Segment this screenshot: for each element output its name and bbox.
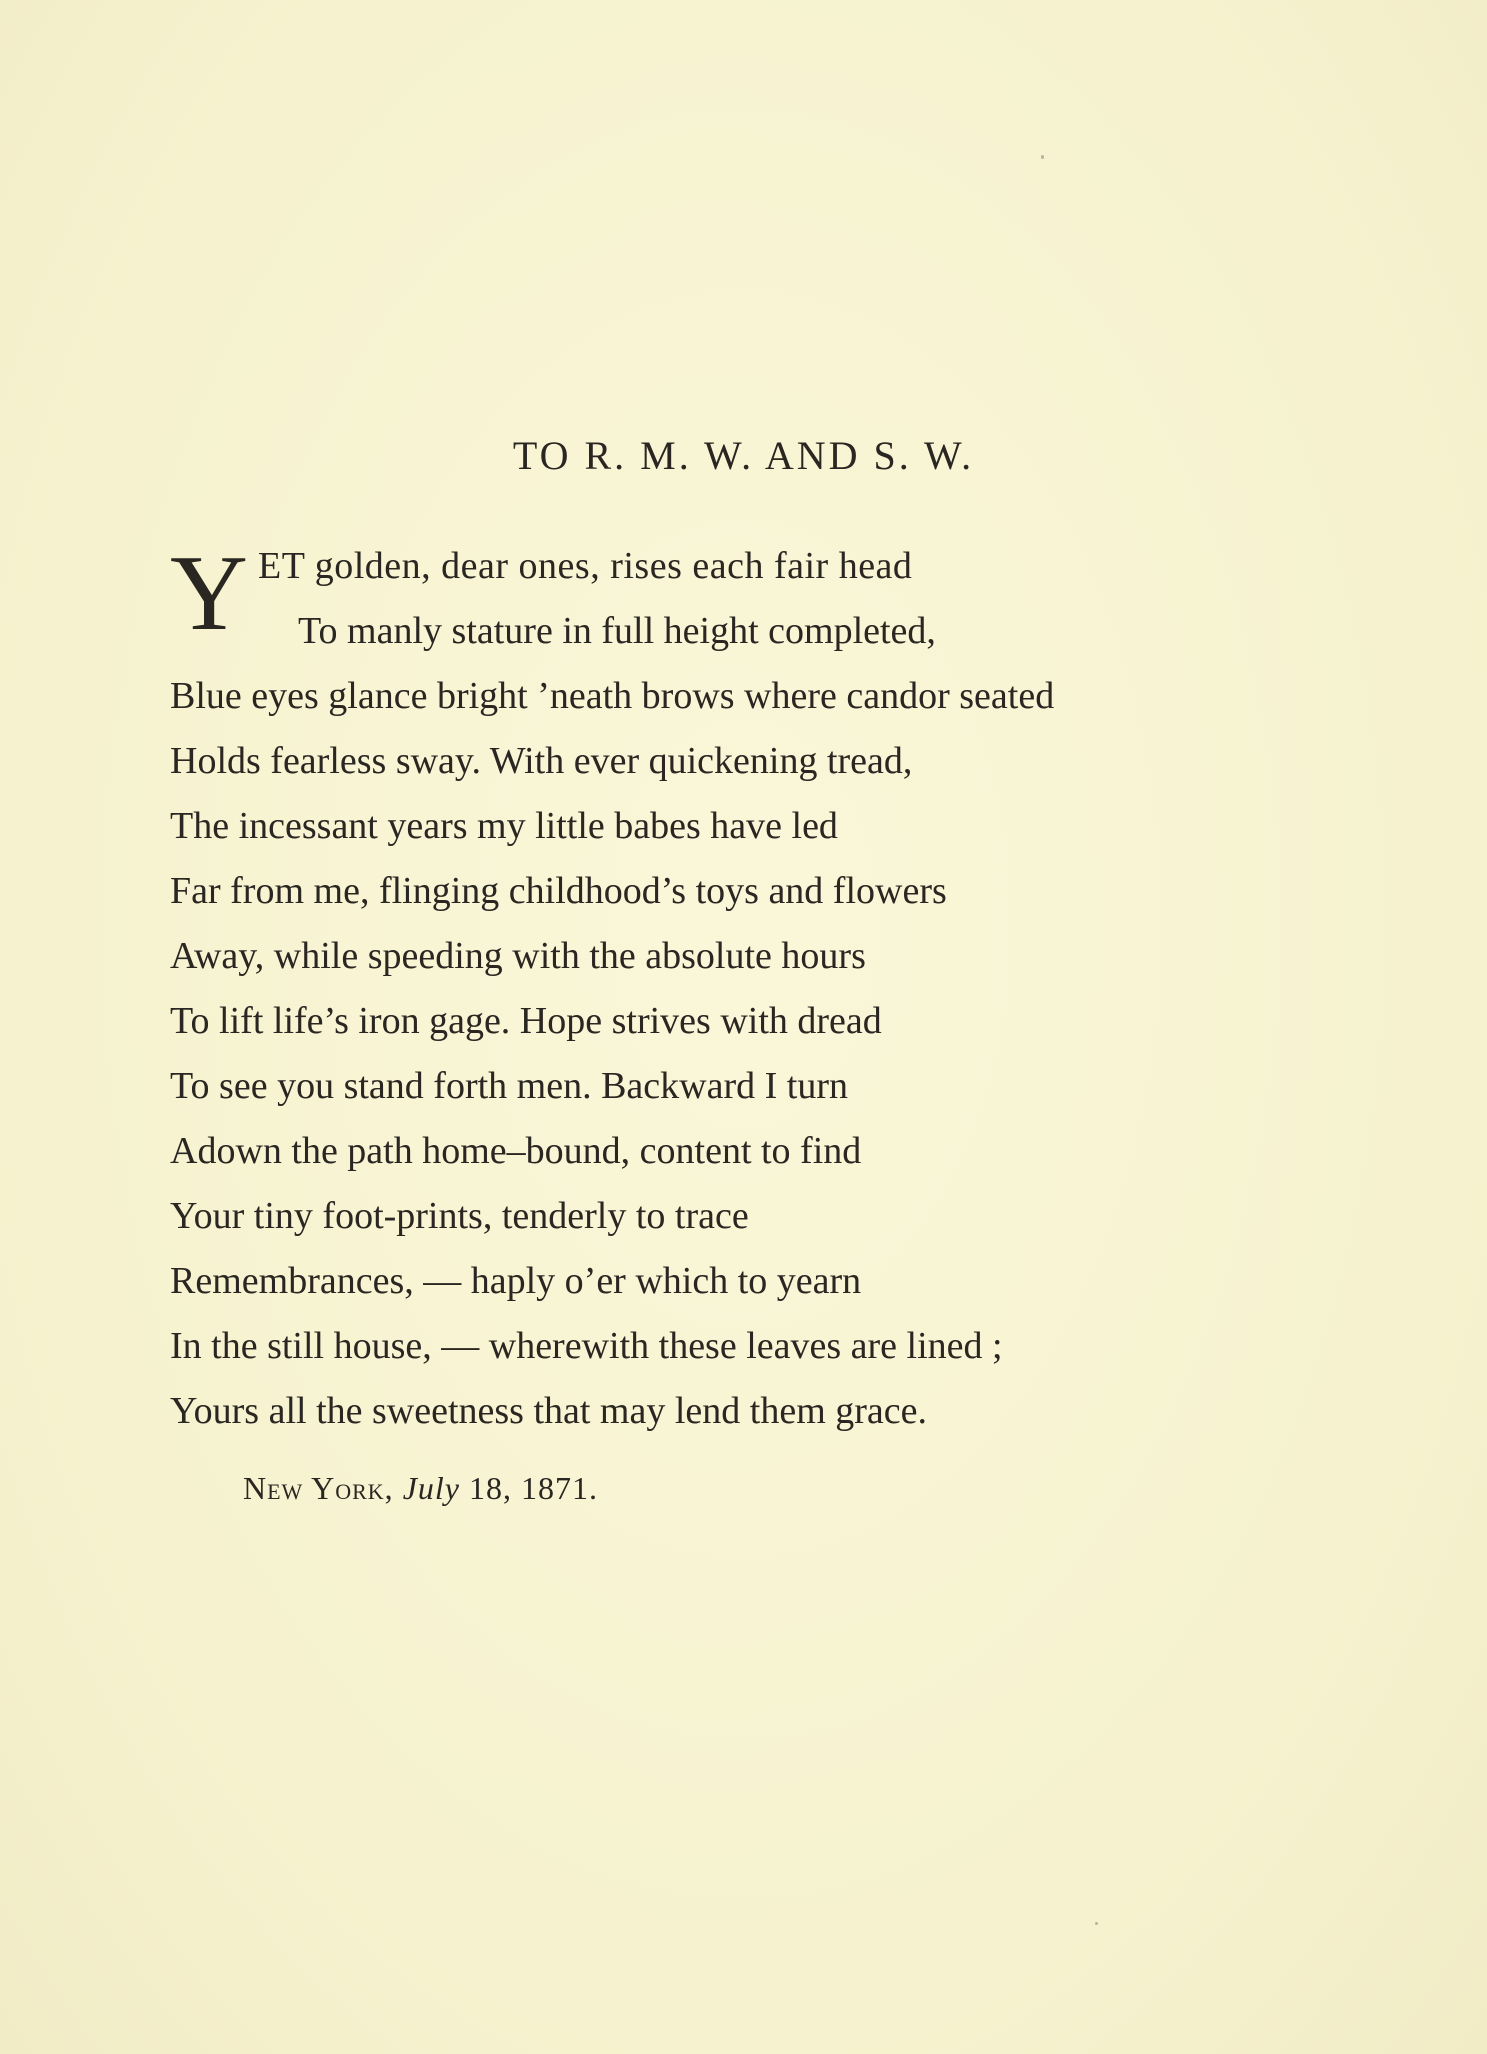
dateline-day-year: 18, 1871. [468,1470,598,1506]
dateline [243,1470,598,1507]
poem-line-3: Blue eyes glance bright ’neath brows where candor seated [170,675,1055,717]
poem-line-2: To manly stature in full height completed, [298,610,936,652]
paper-speck [1095,1922,1098,1925]
poem-line-5: The incessant years my little babes have led [170,805,838,847]
poem-line-12: Remembrances, — haply o’er which to yearn [170,1260,862,1302]
poem-line-13: In the still house, — wherewith these leaves are lined ; [170,1325,1003,1367]
dedication-title: TO R. M. W. AND S. W. [512,433,975,478]
poem-line-7: Away, while speeding with the absolute hours [170,935,866,977]
poem-line-10: Adown the path home–bound, content to find [170,1130,862,1172]
dateline-place: New York, [243,1470,394,1506]
paper-speck [1041,155,1044,159]
poem-line-14: Yours all the sweetness that may lend them grace. [170,1390,928,1432]
poem-line-6: Far from me, flinging childhood’s toys and flowers [170,870,947,912]
poem-line-11: Your tiny foot-prints, tenderly to trace [170,1195,749,1237]
dateline-month: July [402,1470,460,1506]
poem-line-4: Holds fearless sway. With ever quickening tread, [170,740,913,782]
poem-line-9: To see you stand forth men. Backward I turn [170,1065,848,1107]
poem-line-1: ET golden, dear ones, rises each fair head [258,545,913,587]
poem-line-8: To lift life’s iron gage. Hope strives with dread [170,1000,882,1042]
drop-cap-letter: Y [170,534,248,653]
